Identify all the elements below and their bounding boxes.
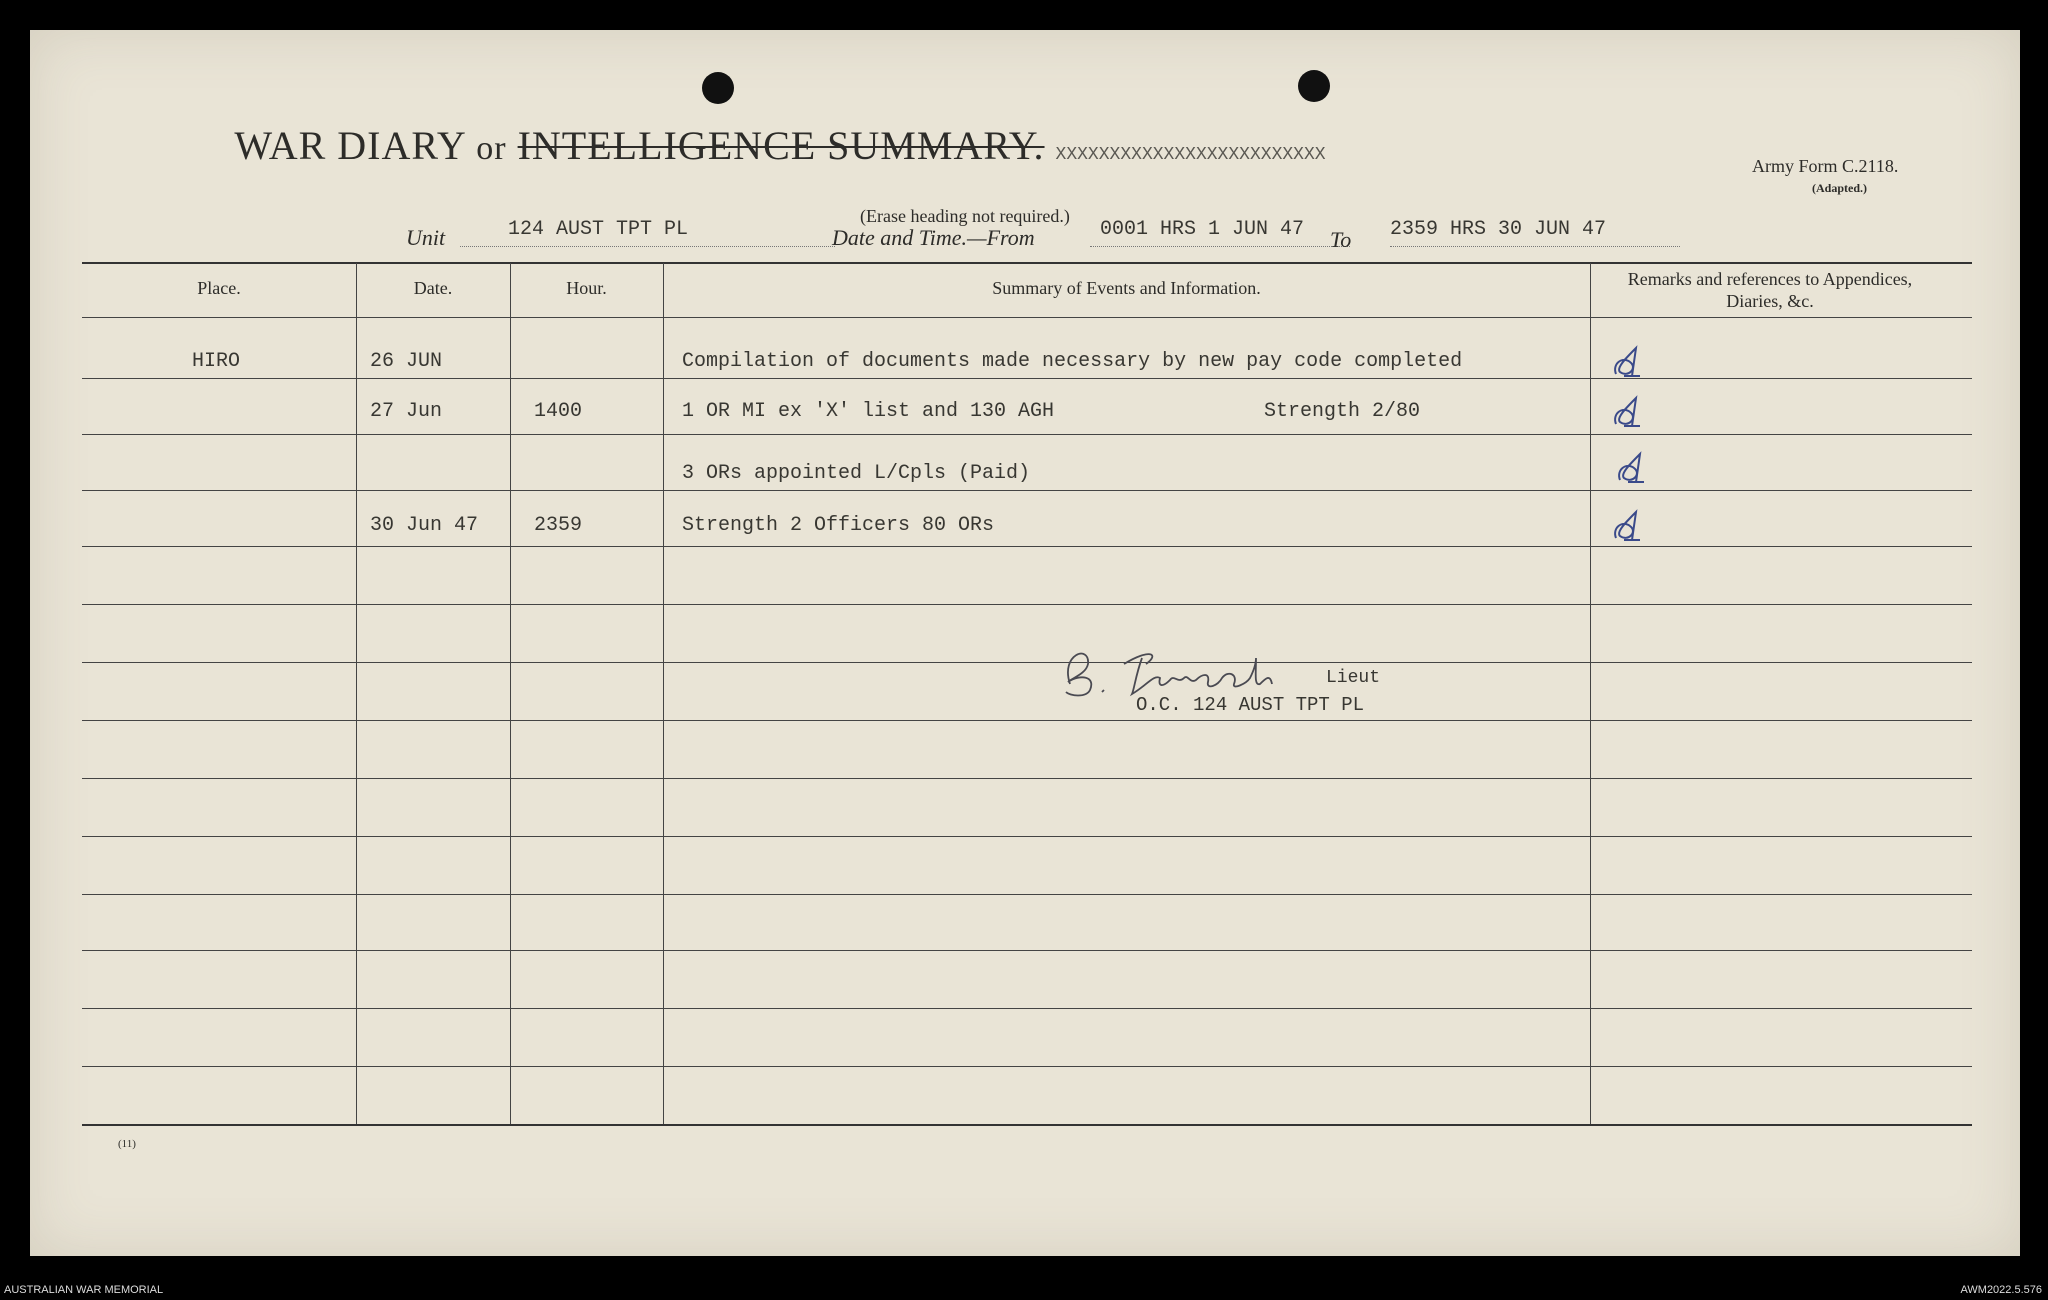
table-rule xyxy=(82,662,1972,663)
column-divider-date xyxy=(510,263,511,1124)
table-rule xyxy=(82,950,1972,951)
header-remarks: Remarks and references to Appendices, Diaries, &c. xyxy=(1627,269,1913,311)
header-hour: Hour. xyxy=(566,278,607,298)
signature-rank: Lieut xyxy=(1326,668,1381,688)
cell-summary: Compilation of documents made necessary by new pay code completed xyxy=(682,350,1463,373)
signature-title: O.C. 124 AUST TPT PL xyxy=(1136,694,1365,716)
table-rule xyxy=(82,546,1972,547)
unit-label: Unit xyxy=(406,225,446,250)
initials-tick-mark xyxy=(1610,506,1656,546)
table-rule xyxy=(82,378,1972,379)
table-rule xyxy=(82,836,1972,837)
adapted-note: (Adapted.) xyxy=(1812,181,1868,195)
unit-underline xyxy=(460,246,835,247)
title-struck-heading: INTELLIGENCE SUMMARY. xyxy=(517,123,1045,168)
table-rule xyxy=(82,490,1972,491)
table-bottom-border xyxy=(82,1124,1972,1126)
army-form-number: Army Form C.2118. xyxy=(1752,156,1899,176)
punch-hole-right xyxy=(1298,70,1330,102)
from-value: 0001 HRS 1 JUN 47 xyxy=(1100,218,1305,241)
table-header-border xyxy=(82,317,1972,318)
cell-summary: 3 ORs appointed L/Cpls (Paid) xyxy=(682,462,1031,485)
date-time-label: Date and Time.—From xyxy=(832,225,1035,250)
cell-summary: Strength 2 Officers 80 ORs xyxy=(682,514,995,537)
title-war-diary: WAR DIARY xyxy=(234,123,466,168)
table-top-border xyxy=(82,262,1972,264)
table-rule xyxy=(82,894,1972,895)
cell-date: 26 JUN xyxy=(370,350,443,373)
table-rule xyxy=(82,434,1972,435)
header-summary: Summary of Events and Information. xyxy=(992,278,1261,298)
header-place: Place. xyxy=(197,278,241,298)
table-rule xyxy=(82,1066,1972,1067)
to-value: 2359 HRS 30 JUN 47 xyxy=(1390,218,1607,241)
form-title xyxy=(30,122,1530,169)
archive-caption-right: AWM2022.5.576 xyxy=(1960,1284,2042,1296)
punch-hole-left xyxy=(702,72,734,104)
erase-heading-note: (Erase heading not required.) xyxy=(860,206,1070,226)
column-divider-summary xyxy=(1590,263,1591,1124)
cell-place: HIRO xyxy=(192,350,241,373)
title-strike-x: XXXXXXXXXXXXXXXXXXXXXXXXX xyxy=(1055,145,1326,165)
war-diary-page xyxy=(30,30,2020,1256)
cell-summary-right: Strength 2/80 xyxy=(1264,400,1421,423)
header-date: Date. xyxy=(413,278,453,298)
table-rule xyxy=(82,720,1972,721)
cell-date: 27 Jun xyxy=(370,400,443,423)
unit-value: 124 AUST TPT PL xyxy=(508,218,689,241)
table-rule xyxy=(82,778,1972,779)
initials-tick-mark xyxy=(1610,392,1656,432)
cell-date: 30 Jun 47 xyxy=(370,514,479,537)
table-rule xyxy=(82,1008,1972,1009)
cell-hour: 1400 xyxy=(534,400,583,423)
initials-tick-mark xyxy=(1614,448,1660,488)
cell-summary: 1 OR MI ex 'X' list and 130 AGH xyxy=(682,400,1055,423)
cell-hour: 2359 xyxy=(534,514,583,537)
archive-caption-left: AUSTRALIAN WAR MEMORIAL xyxy=(4,1284,164,1296)
table-rule xyxy=(82,604,1972,605)
initials-tick-mark xyxy=(1610,342,1656,382)
column-divider-hour xyxy=(663,263,664,1124)
to-underline xyxy=(1390,246,1680,247)
title-or: or xyxy=(476,130,507,167)
to-label: To xyxy=(1330,227,1352,252)
column-divider-place xyxy=(356,263,357,1124)
form-footer-number: (11) xyxy=(118,1138,136,1150)
from-underline xyxy=(1090,246,1350,247)
